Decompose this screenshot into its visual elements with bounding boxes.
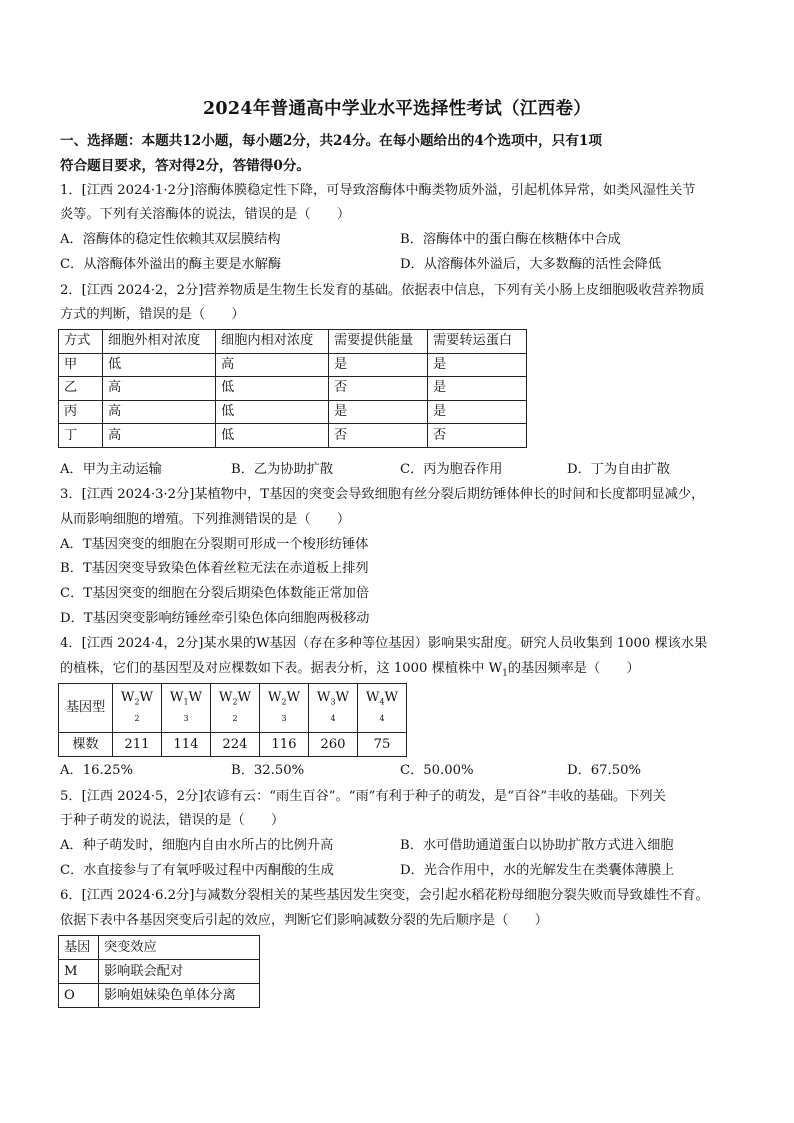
table-cell: 是 bbox=[428, 377, 527, 401]
q2-stem-line2: 方式的判断，错误的是（ ） bbox=[60, 307, 245, 322]
table-cell: 丙 bbox=[59, 400, 103, 424]
q2-option-d: D．丁为自由扩散 bbox=[567, 462, 670, 477]
genotype-cell bbox=[260, 684, 309, 733]
q1-option-d: D．从溶酶体外溢后，大多数酶的活性会降低 bbox=[400, 257, 662, 272]
table-row bbox=[59, 424, 527, 448]
genotype-cell bbox=[309, 684, 358, 733]
table-cell: 75 bbox=[358, 733, 407, 757]
table-row bbox=[59, 733, 407, 757]
allele-subscript: 1 bbox=[183, 697, 189, 707]
allele-subscript: 3 bbox=[330, 697, 336, 707]
table-row bbox=[59, 377, 527, 401]
table-cell: 甲 bbox=[59, 353, 103, 377]
allele-subscript: 2 bbox=[134, 697, 140, 707]
table-cell: 260 bbox=[309, 733, 358, 757]
table-header-cell: 基因 bbox=[59, 936, 99, 960]
allele: W bbox=[316, 690, 331, 706]
table-cell: 否 bbox=[329, 424, 428, 448]
table-cell: 低 bbox=[216, 400, 329, 424]
section-heading-line2: 符合题目要求，答对得2分，答错得0分。 bbox=[60, 158, 311, 174]
allele: W bbox=[139, 690, 154, 706]
q5-stem-line1: 5．[江西 2024·5，2分]农谚有云：“雨生百谷”。“雨”有利于种子的萌发，是“百谷”丰收的基础。下列关 bbox=[60, 789, 666, 804]
allele-subscript: 4 bbox=[330, 713, 336, 723]
table-cell: O bbox=[59, 984, 99, 1008]
table-cell: M bbox=[59, 960, 99, 984]
allele: W bbox=[286, 690, 301, 706]
genotype-cell bbox=[211, 684, 260, 733]
table-cell: 影响姐妹染色单体分离 bbox=[99, 984, 260, 1008]
allele-subscript: 4 bbox=[379, 697, 385, 707]
table-header-cell: 细胞外相对浓度 bbox=[103, 330, 216, 354]
q6-stem-line1: 6．[江西 2024·6.2分]与减数分裂相关的某些基因发生突变，会引起水稻花粉母细胞分裂失败而导致雄性不育。 bbox=[60, 888, 709, 903]
q2-stem-line1: 2．[江西 2024·2，2分]营养物质是生物生长发育的基础。依据表中信息，下列有关小肠上皮细胞吸收营养物质 bbox=[60, 283, 705, 298]
q3-option-c: C．T基因突变的细胞在分裂后期染色体数能正常加倍 bbox=[60, 586, 370, 601]
q1-option-c: C．从溶酶体外溢出的酶主要是水解酶 bbox=[60, 257, 282, 272]
q3-stem-line2: 从而影响细胞的增殖。下列推测错误的是（ ） bbox=[60, 512, 351, 527]
allele-subscript: 4 bbox=[379, 713, 385, 723]
q3-option-b: B．T基因突变导致染色体着丝粒无法在赤道板上排列 bbox=[60, 561, 369, 576]
q3-option-d: D．T基因突变影响纺锤丝牵引染色体向细胞两极移动 bbox=[60, 611, 370, 626]
allele: W bbox=[218, 690, 233, 706]
genotype-cell bbox=[358, 684, 407, 733]
allele: W bbox=[237, 690, 252, 706]
q2-option-a: A．甲为主动运输 bbox=[60, 462, 162, 477]
q4-stem-text-end: 的基因频率是（ ） bbox=[507, 661, 640, 676]
q5-option-b: B．水可借助通道蛋白以协助扩散方式进入细胞 bbox=[400, 838, 674, 853]
q4-option-b: B．32.50% bbox=[231, 763, 305, 778]
genotype-cell bbox=[113, 684, 162, 733]
allele-subscript: 2 bbox=[232, 697, 238, 707]
table-cell: 是 bbox=[329, 400, 428, 424]
q5-option-d: D．光合作用中，水的光解发生在类囊体薄膜上 bbox=[400, 863, 675, 878]
table-header-row bbox=[59, 684, 407, 733]
table-header-row bbox=[59, 330, 527, 354]
q1-option-a: A．溶酶体的稳定性依赖其双层膜结构 bbox=[60, 232, 281, 247]
table-header-cell: 棵数 bbox=[59, 733, 113, 757]
exam-title: 2024年普通高中学业水平选择性考试（江西卷） bbox=[202, 99, 592, 119]
q4-option-d: D．67.50% bbox=[567, 763, 642, 778]
table-cell: 是 bbox=[329, 353, 428, 377]
table-cell: 114 bbox=[162, 733, 211, 757]
table-cell: 116 bbox=[260, 733, 309, 757]
allele: W bbox=[188, 690, 203, 706]
table-cell: 高 bbox=[216, 353, 329, 377]
table-header-cell: 需要转运蛋白 bbox=[428, 330, 527, 354]
section-heading-line1: 一、选择题：本题共12小题，每小题2分，共24分。在每小题给出的4个选项中，只有1项 bbox=[60, 133, 602, 149]
q4-option-c: C．50.00% bbox=[400, 763, 474, 778]
q1-option-b: B．溶酶体中的蛋白酶在核糖体中合成 bbox=[400, 232, 621, 247]
table-header-cell: 突变效应 bbox=[99, 936, 260, 960]
table-header-cell: 需要提供能量 bbox=[329, 330, 428, 354]
table-header-cell: 细胞内相对浓度 bbox=[216, 330, 329, 354]
allele-subscript: 3 bbox=[183, 713, 189, 723]
table-cell: 影响联会配对 bbox=[99, 960, 260, 984]
q4-stem-line2 bbox=[60, 659, 640, 684]
q4-option-a: A．16.25% bbox=[60, 763, 133, 778]
table-row bbox=[59, 400, 527, 424]
table-cell: 高 bbox=[103, 400, 216, 424]
q2-transport-table bbox=[58, 329, 527, 448]
table-cell: 乙 bbox=[59, 377, 103, 401]
table-cell: 211 bbox=[113, 733, 162, 757]
allele: W bbox=[267, 690, 282, 706]
q1-stem-line1: 1．[江西 2024·1·2分]溶酶体膜稳定性下降，可导致溶酶体中酶类物质外溢，引起机体异常，如类风湿性关节 bbox=[60, 183, 696, 198]
allele: W bbox=[169, 690, 184, 706]
q4-stem-line1: 4．[江西 2024·4，2分]某水果的W基因（存在多种等位基因）影响果实甜度。研究人员收集到 1000 棵该水果 bbox=[60, 636, 708, 651]
table-cell: 否 bbox=[428, 424, 527, 448]
allele-subscript: 2 bbox=[281, 697, 287, 707]
table-row bbox=[59, 353, 527, 377]
q2-option-c: C．丙为胞吞作用 bbox=[400, 462, 503, 477]
allele: W bbox=[365, 690, 380, 706]
table-cell: 否 bbox=[329, 377, 428, 401]
allele-subscript: 2 bbox=[232, 713, 238, 723]
q6-stem-line2: 依据下表中各基因突变后引起的效应，判断它们影响减数分裂的先后顺序是（ ） bbox=[60, 913, 548, 928]
table-row bbox=[59, 960, 260, 984]
q4-stem-text: 的植株，它们的基因型及对应棵数如下表。据表分析，这 1000 棵植株中 W bbox=[60, 661, 503, 676]
table-cell: 224 bbox=[211, 733, 260, 757]
q2-option-b: B．乙为协助扩散 bbox=[231, 462, 334, 477]
allele-subscript: 2 bbox=[134, 713, 140, 723]
table-cell: 是 bbox=[428, 400, 527, 424]
q6-gene-table bbox=[58, 935, 260, 1008]
allele: W bbox=[120, 690, 135, 706]
allele-subscript: 3 bbox=[281, 713, 287, 723]
q4-subscript: 1 bbox=[502, 668, 508, 679]
q3-stem-line1: 3．[江西 2024·3·2分]某植物中，T基因的突变会导致细胞有丝分裂后期纺锤体伸长的时间和长度都明显减少， bbox=[60, 487, 705, 502]
table-cell: 低 bbox=[216, 377, 329, 401]
q3-option-a: A．T基因突变的细胞在分裂期可形成一个梭形纺锤体 bbox=[60, 537, 369, 552]
table-row bbox=[59, 984, 260, 1008]
table-header-row bbox=[59, 936, 260, 960]
allele: W bbox=[384, 690, 399, 706]
table-cell: 高 bbox=[103, 424, 216, 448]
table-header-cell: 基因型 bbox=[59, 684, 113, 733]
allele: W bbox=[335, 690, 350, 706]
table-cell: 是 bbox=[428, 353, 527, 377]
q1-stem-line2: 炎等。下列有关溶酶体的说法，错误的是（ ） bbox=[60, 207, 351, 222]
table-cell: 高 bbox=[103, 377, 216, 401]
table-header-cell: 方式 bbox=[59, 330, 103, 354]
table-cell: 低 bbox=[216, 424, 329, 448]
q5-stem-line2: 于种子萌发的说法，错误的是（ ） bbox=[60, 813, 285, 828]
table-cell: 低 bbox=[103, 353, 216, 377]
q5-option-c: C．水直接参与了有氧呼吸过程中丙酮酸的生成 bbox=[60, 863, 334, 878]
genotype-cell bbox=[162, 684, 211, 733]
table-cell: 丁 bbox=[59, 424, 103, 448]
q5-option-a: A．种子萌发时，细胞内自由水所占的比例升高 bbox=[60, 838, 334, 853]
q4-genotype-table bbox=[58, 683, 407, 757]
